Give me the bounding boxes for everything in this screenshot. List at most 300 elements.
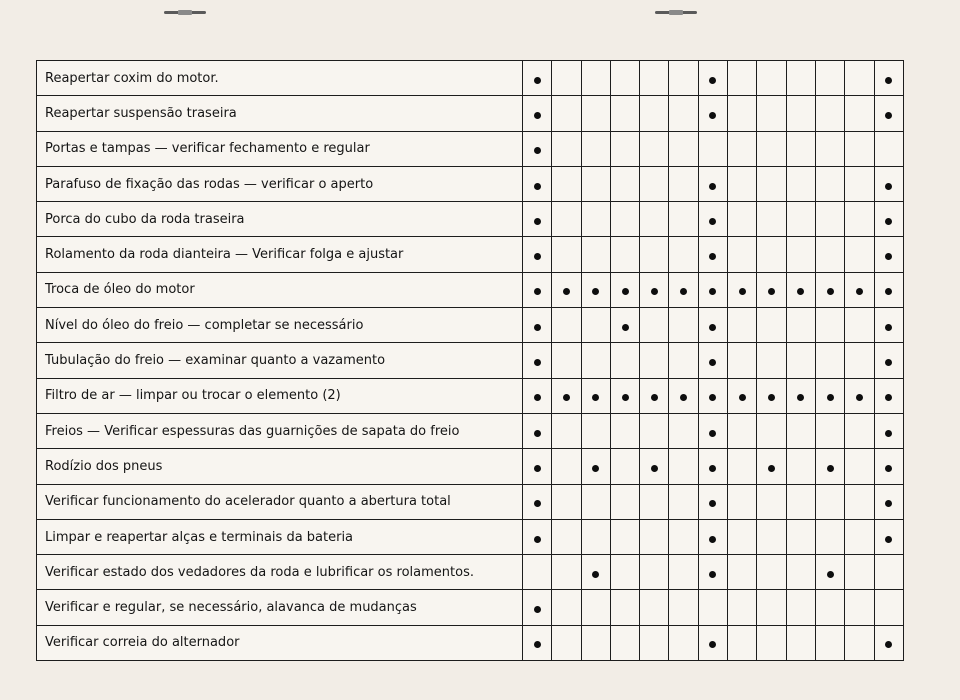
interval-cell	[581, 449, 610, 484]
interval-cell	[845, 449, 874, 484]
interval-cell	[523, 555, 552, 590]
interval-cell	[874, 449, 903, 484]
interval-cell	[523, 237, 552, 272]
service-dot-icon	[534, 606, 541, 613]
interval-cell	[757, 166, 786, 201]
interval-cell	[640, 202, 669, 237]
service-dot-icon	[534, 500, 541, 507]
interval-cell	[845, 625, 874, 660]
task-label: Nível do óleo do freio — completar se necessário	[37, 308, 523, 343]
interval-cell	[610, 484, 639, 519]
interval-cell	[581, 166, 610, 201]
interval-cell	[698, 590, 727, 625]
service-dot-icon	[885, 394, 892, 401]
interval-cell	[786, 202, 815, 237]
task-label: Filtro de ar — limpar ou trocar o elemento (2)	[37, 378, 523, 413]
interval-cell	[581, 413, 610, 448]
service-dot-icon	[534, 112, 541, 119]
interval-cell	[815, 61, 844, 96]
service-dot-icon	[709, 77, 716, 84]
service-dot-icon	[534, 430, 541, 437]
task-label: Tubulação do freio — examinar quanto a vazamento	[37, 343, 523, 378]
table-row	[37, 202, 904, 237]
interval-cell	[610, 202, 639, 237]
interval-cell	[581, 484, 610, 519]
interval-cell	[610, 413, 639, 448]
interval-cell	[640, 413, 669, 448]
interval-cell	[757, 484, 786, 519]
interval-cell	[640, 343, 669, 378]
interval-cell	[669, 166, 698, 201]
interval-cell	[523, 131, 552, 166]
service-dot-icon	[709, 359, 716, 366]
service-dot-icon	[885, 112, 892, 119]
interval-cell	[610, 272, 639, 307]
interval-cell	[874, 237, 903, 272]
interval-cell	[786, 61, 815, 96]
service-dot-icon	[885, 641, 892, 648]
interval-cell	[669, 519, 698, 554]
interval-cell	[610, 237, 639, 272]
service-dot-icon	[885, 288, 892, 295]
service-dot-icon	[563, 394, 570, 401]
service-dot-icon	[534, 77, 541, 84]
interval-cell	[845, 519, 874, 554]
interval-cell	[786, 449, 815, 484]
task-label: Parafuso de fixação das rodas — verificar o aperto	[37, 166, 523, 201]
interval-cell	[523, 308, 552, 343]
interval-cell	[640, 555, 669, 590]
service-dot-icon	[534, 288, 541, 295]
table-row	[37, 96, 904, 131]
interval-cell	[581, 555, 610, 590]
service-dot-icon	[709, 571, 716, 578]
table-row	[37, 484, 904, 519]
interval-cell	[845, 202, 874, 237]
interval-cell	[728, 555, 757, 590]
interval-cell	[728, 166, 757, 201]
interval-cell	[581, 96, 610, 131]
interval-cell	[523, 61, 552, 96]
interval-cell	[669, 272, 698, 307]
interval-cell	[552, 131, 581, 166]
interval-cell	[552, 166, 581, 201]
task-label: Rodízio dos pneus	[37, 449, 523, 484]
interval-cell	[815, 413, 844, 448]
interval-cell	[786, 625, 815, 660]
interval-cell	[669, 131, 698, 166]
interval-cell	[552, 272, 581, 307]
interval-cell	[815, 449, 844, 484]
interval-cell	[698, 449, 727, 484]
task-label: Troca de óleo do motor	[37, 272, 523, 307]
interval-cell	[669, 378, 698, 413]
interval-cell	[698, 202, 727, 237]
table-row	[37, 625, 904, 660]
interval-cell	[669, 625, 698, 660]
table-row	[37, 61, 904, 96]
service-dot-icon	[622, 288, 629, 295]
interval-cell	[786, 590, 815, 625]
table-row	[37, 237, 904, 272]
interval-cell	[552, 449, 581, 484]
interval-cell	[640, 378, 669, 413]
interval-cell	[845, 308, 874, 343]
service-dot-icon	[534, 465, 541, 472]
interval-cell	[786, 308, 815, 343]
interval-cell	[669, 484, 698, 519]
interval-cell	[698, 272, 727, 307]
interval-cell	[757, 272, 786, 307]
interval-cell	[786, 131, 815, 166]
interval-cell	[640, 519, 669, 554]
interval-cell	[552, 590, 581, 625]
interval-cell	[874, 202, 903, 237]
interval-cell	[845, 131, 874, 166]
interval-cell	[610, 308, 639, 343]
interval-cell	[698, 413, 727, 448]
interval-cell	[698, 378, 727, 413]
interval-cell	[757, 237, 786, 272]
interval-cell	[640, 237, 669, 272]
interval-cell	[698, 625, 727, 660]
interval-cell	[786, 519, 815, 554]
interval-cell	[786, 237, 815, 272]
task-label: Freios — Verificar espessuras das guarnições de sapata do freio	[37, 413, 523, 448]
interval-cell	[610, 343, 639, 378]
task-label: Portas e tampas — verificar fechamento e regular	[37, 131, 523, 166]
interval-cell	[757, 413, 786, 448]
interval-cell	[728, 413, 757, 448]
interval-cell	[610, 378, 639, 413]
service-dot-icon	[680, 288, 687, 295]
interval-cell	[552, 484, 581, 519]
interval-cell	[610, 449, 639, 484]
task-label: Limpar e reapertar alças e terminais da bateria	[37, 519, 523, 554]
service-dot-icon	[680, 394, 687, 401]
service-dot-icon	[592, 394, 599, 401]
task-label: Verificar funcionamento do acelerador quanto a abertura total	[37, 484, 523, 519]
interval-cell	[728, 625, 757, 660]
interval-cell	[728, 449, 757, 484]
table-row	[37, 378, 904, 413]
interval-cell	[728, 343, 757, 378]
interval-cell	[552, 202, 581, 237]
interval-cell	[815, 590, 844, 625]
interval-cell	[874, 166, 903, 201]
table-row	[37, 413, 904, 448]
interval-cell	[815, 131, 844, 166]
interval-cell	[874, 555, 903, 590]
table-row	[37, 343, 904, 378]
interval-cell	[728, 61, 757, 96]
interval-cell	[757, 343, 786, 378]
task-label: Reapertar suspensão traseira	[37, 96, 523, 131]
service-dot-icon	[885, 253, 892, 260]
service-dot-icon	[768, 394, 775, 401]
interval-cell	[728, 378, 757, 413]
interval-cell	[581, 308, 610, 343]
interval-cell	[698, 131, 727, 166]
service-dot-icon	[592, 465, 599, 472]
interval-cell	[523, 449, 552, 484]
interval-cell	[815, 308, 844, 343]
service-dot-icon	[709, 253, 716, 260]
table-row	[37, 166, 904, 201]
table-row	[37, 590, 904, 625]
interval-cell	[552, 343, 581, 378]
interval-cell	[581, 202, 610, 237]
interval-cell	[845, 590, 874, 625]
service-dot-icon	[885, 359, 892, 366]
interval-cell	[698, 96, 727, 131]
interval-cell	[698, 519, 727, 554]
service-dot-icon	[534, 536, 541, 543]
interval-cell	[581, 131, 610, 166]
service-dot-icon	[534, 324, 541, 331]
interval-cell	[640, 272, 669, 307]
interval-cell	[786, 272, 815, 307]
interval-cell	[523, 343, 552, 378]
interval-cell	[523, 484, 552, 519]
staple-left	[164, 10, 206, 16]
interval-cell	[698, 166, 727, 201]
interval-cell	[786, 343, 815, 378]
interval-cell	[523, 590, 552, 625]
service-dot-icon	[856, 288, 863, 295]
service-dot-icon	[709, 430, 716, 437]
service-dot-icon	[797, 288, 804, 295]
service-dot-icon	[651, 465, 658, 472]
interval-cell	[786, 378, 815, 413]
interval-cell	[552, 61, 581, 96]
service-dot-icon	[885, 218, 892, 225]
interval-cell	[845, 413, 874, 448]
interval-cell	[845, 272, 874, 307]
interval-cell	[757, 449, 786, 484]
interval-cell	[786, 484, 815, 519]
interval-cell	[728, 272, 757, 307]
interval-cell	[757, 378, 786, 413]
staple-right	[655, 10, 697, 16]
task-label: Reapertar coxim do motor.	[37, 61, 523, 96]
interval-cell	[815, 625, 844, 660]
interval-cell	[815, 343, 844, 378]
interval-cell	[610, 625, 639, 660]
interval-cell	[523, 378, 552, 413]
interval-cell	[757, 519, 786, 554]
service-dot-icon	[885, 500, 892, 507]
interval-cell	[581, 237, 610, 272]
interval-cell	[669, 343, 698, 378]
service-dot-icon	[768, 465, 775, 472]
interval-cell	[610, 166, 639, 201]
service-dot-icon	[709, 394, 716, 401]
service-dot-icon	[739, 394, 746, 401]
interval-cell	[523, 519, 552, 554]
interval-cell	[581, 590, 610, 625]
interval-cell	[523, 202, 552, 237]
interval-cell	[757, 590, 786, 625]
service-dot-icon	[622, 394, 629, 401]
table-row	[37, 272, 904, 307]
service-dot-icon	[885, 183, 892, 190]
interval-cell	[669, 555, 698, 590]
interval-cell	[874, 272, 903, 307]
service-dot-icon	[622, 324, 629, 331]
service-dot-icon	[592, 571, 599, 578]
task-label: Verificar correia do alternador	[37, 625, 523, 660]
interval-cell	[581, 519, 610, 554]
interval-cell	[786, 555, 815, 590]
interval-cell	[523, 413, 552, 448]
service-dot-icon	[534, 183, 541, 190]
interval-cell	[815, 484, 844, 519]
interval-cell	[698, 237, 727, 272]
service-dot-icon	[768, 288, 775, 295]
interval-cell	[845, 378, 874, 413]
interval-cell	[640, 96, 669, 131]
table-row	[37, 555, 904, 590]
interval-cell	[669, 202, 698, 237]
service-dot-icon	[534, 394, 541, 401]
interval-cell	[728, 590, 757, 625]
service-dot-icon	[534, 147, 541, 154]
interval-cell	[845, 237, 874, 272]
service-dot-icon	[534, 253, 541, 260]
interval-cell	[610, 590, 639, 625]
service-dot-icon	[709, 324, 716, 331]
task-label: Rolamento da roda dianteira — Verificar folga e ajustar	[37, 237, 523, 272]
interval-cell	[640, 131, 669, 166]
task-label: Verificar estado dos vedadores da roda e lubrificar os rolamentos.	[37, 555, 523, 590]
interval-cell	[669, 590, 698, 625]
interval-cell	[581, 343, 610, 378]
service-dot-icon	[709, 536, 716, 543]
interval-cell	[610, 61, 639, 96]
interval-cell	[815, 166, 844, 201]
service-dot-icon	[885, 465, 892, 472]
interval-cell	[728, 237, 757, 272]
interval-cell	[669, 237, 698, 272]
interval-cell	[757, 625, 786, 660]
interval-cell	[728, 308, 757, 343]
service-dot-icon	[709, 183, 716, 190]
interval-cell	[874, 131, 903, 166]
interval-cell	[874, 343, 903, 378]
interval-cell	[640, 61, 669, 96]
interval-cell	[669, 449, 698, 484]
interval-cell	[728, 202, 757, 237]
interval-cell	[610, 131, 639, 166]
interval-cell	[698, 343, 727, 378]
service-dot-icon	[534, 218, 541, 225]
service-dot-icon	[709, 465, 716, 472]
service-dot-icon	[797, 394, 804, 401]
interval-cell	[581, 625, 610, 660]
interval-cell	[815, 272, 844, 307]
service-dot-icon	[651, 288, 658, 295]
service-dot-icon	[592, 288, 599, 295]
interval-cell	[640, 166, 669, 201]
interval-cell	[874, 61, 903, 96]
interval-cell	[552, 519, 581, 554]
interval-cell	[728, 131, 757, 166]
interval-cell	[669, 308, 698, 343]
service-dot-icon	[827, 571, 834, 578]
interval-cell	[845, 343, 874, 378]
service-dot-icon	[709, 288, 716, 295]
interval-cell	[610, 555, 639, 590]
interval-cell	[669, 61, 698, 96]
table-row	[37, 131, 904, 166]
service-dot-icon	[739, 288, 746, 295]
interval-cell	[552, 96, 581, 131]
interval-cell	[786, 413, 815, 448]
interval-cell	[610, 96, 639, 131]
service-dot-icon	[534, 359, 541, 366]
service-dot-icon	[827, 288, 834, 295]
interval-cell	[874, 590, 903, 625]
interval-cell	[552, 308, 581, 343]
interval-cell	[815, 237, 844, 272]
interval-cell	[757, 131, 786, 166]
interval-cell	[815, 378, 844, 413]
service-dot-icon	[709, 112, 716, 119]
interval-cell	[728, 484, 757, 519]
interval-cell	[874, 484, 903, 519]
interval-cell	[757, 96, 786, 131]
interval-cell	[523, 625, 552, 660]
interval-cell	[581, 378, 610, 413]
interval-cell	[757, 308, 786, 343]
interval-cell	[640, 590, 669, 625]
interval-cell	[552, 237, 581, 272]
interval-cell	[874, 308, 903, 343]
service-dot-icon	[885, 536, 892, 543]
interval-cell	[698, 484, 727, 519]
interval-cell	[874, 519, 903, 554]
interval-cell	[757, 555, 786, 590]
service-dot-icon	[651, 394, 658, 401]
interval-cell	[874, 378, 903, 413]
interval-cell	[728, 519, 757, 554]
interval-cell	[552, 625, 581, 660]
interval-cell	[757, 61, 786, 96]
service-dot-icon	[827, 394, 834, 401]
interval-cell	[845, 166, 874, 201]
schedule-body	[37, 61, 904, 661]
interval-cell	[845, 61, 874, 96]
interval-cell	[552, 555, 581, 590]
interval-cell	[874, 413, 903, 448]
interval-cell	[581, 61, 610, 96]
interval-cell	[786, 96, 815, 131]
interval-cell	[640, 449, 669, 484]
maintenance-schedule-table	[36, 60, 904, 661]
interval-cell	[610, 519, 639, 554]
service-dot-icon	[534, 641, 541, 648]
interval-cell	[874, 625, 903, 660]
service-dot-icon	[709, 218, 716, 225]
interval-cell	[640, 625, 669, 660]
interval-cell	[640, 484, 669, 519]
table-row	[37, 519, 904, 554]
interval-cell	[640, 308, 669, 343]
interval-cell	[845, 484, 874, 519]
interval-cell	[552, 413, 581, 448]
service-dot-icon	[709, 641, 716, 648]
